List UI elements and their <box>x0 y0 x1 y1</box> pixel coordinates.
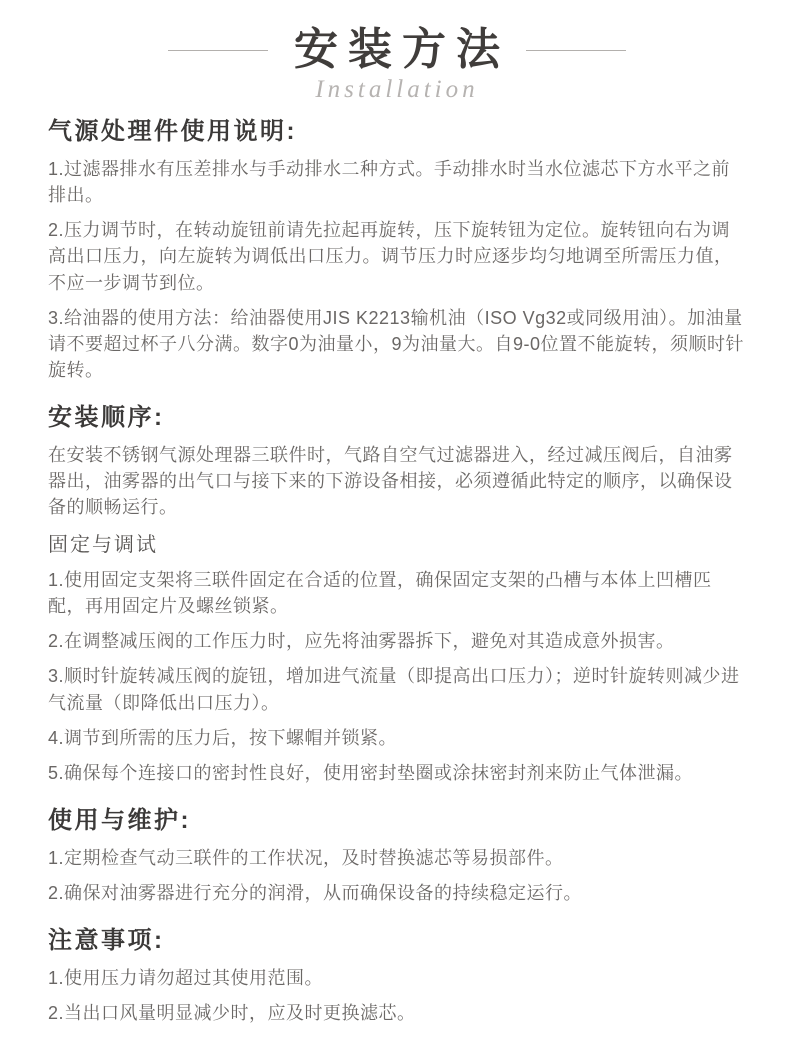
install-order-item: 3.顺时针旋转减压阀的旋钮，增加进气流量（即提高出口压力）；逆时针旋转则减少进气流量（即降低出口压力）。 <box>48 666 740 713</box>
usage-note-item: 2.压力调节时，在转动旋钮前请先拉起再旋转，压下旋转钮为定位。旋转钮向右为调高出口压力，向左旋转为调低出口压力。调节压力时应逐步均匀地调至所需压力值，不应一步调节到位。 <box>48 220 733 293</box>
usage-note-item: 1.过滤器排水有压差排水与手动排水二种方式。手动排水时当水位滤芯下方水平之前排出。 <box>48 159 731 206</box>
section-cautions <box>48 926 746 1026</box>
title-right-rule <box>526 50 626 51</box>
install-order-intro: 在安装不锈钢气源处理器三联件时，气路自空气过滤器进入，经过减压阀后，自油雾器出，油雾器的出气口与接下来的下游设备相接，必须遵循此特定的顺序，以确保设备的顺畅运行。 <box>48 444 733 518</box>
usage-notes-heading: 气源处理件使用说明: <box>48 118 297 146</box>
page-header <box>48 26 746 105</box>
title-row <box>48 26 746 74</box>
usage-note-item: 3.给油器的使用方法：给油器使用JIS K2213输机油（ISO Vg32或同级用油）。加油量请不要超过杯子八分满。数字0为油量小，9为油量大。自9-0位置不能旋转，须顺时针旋转。 <box>48 307 745 380</box>
maintenance-heading: 使用与维护: <box>48 806 191 834</box>
maintenance-item: 1.定期检查气动三联件的工作状况，及时替换滤芯等易损部件。 <box>48 847 564 868</box>
title-left-rule <box>168 50 268 51</box>
install-order-heading: 安装顺序: <box>48 403 165 431</box>
install-order-item: 5.确保每个连接口的密封性良好，使用密封垫圈或涂抹密封剂来防止气体泄漏。 <box>48 762 694 783</box>
install-order-item: 4.调节到所需的压力后，按下螺帽并锁紧。 <box>48 727 398 748</box>
page-title: 安装方法 <box>294 25 510 74</box>
caution-item: 1.使用压力请勿超过其使用范围。 <box>48 968 324 989</box>
section-install-order <box>48 403 746 786</box>
install-order-item: 1.使用固定支架将三联件固定在合适的位置，确保固定支架的凸槽与本体上凹槽匹配，再用固定片及螺丝锁紧。 <box>48 570 712 617</box>
section-maintenance <box>48 806 746 906</box>
fixing-debugging-subheading: 固定与调试 <box>48 534 158 557</box>
page-subtitle: Installation <box>315 76 479 104</box>
section-usage-notes <box>48 117 746 383</box>
caution-item: 2.当出口风量明显减少时，应及时更换滤芯。 <box>48 1003 416 1024</box>
cautions-heading: 注意事项: <box>48 927 165 955</box>
maintenance-item: 2.确保对油雾器进行充分的润滑，从而确保设备的持续稳定运行。 <box>48 882 583 903</box>
install-order-item: 2.在调整减压阀的工作压力时，应先将油雾器拆下，避免对其造成意外损害。 <box>48 631 675 652</box>
